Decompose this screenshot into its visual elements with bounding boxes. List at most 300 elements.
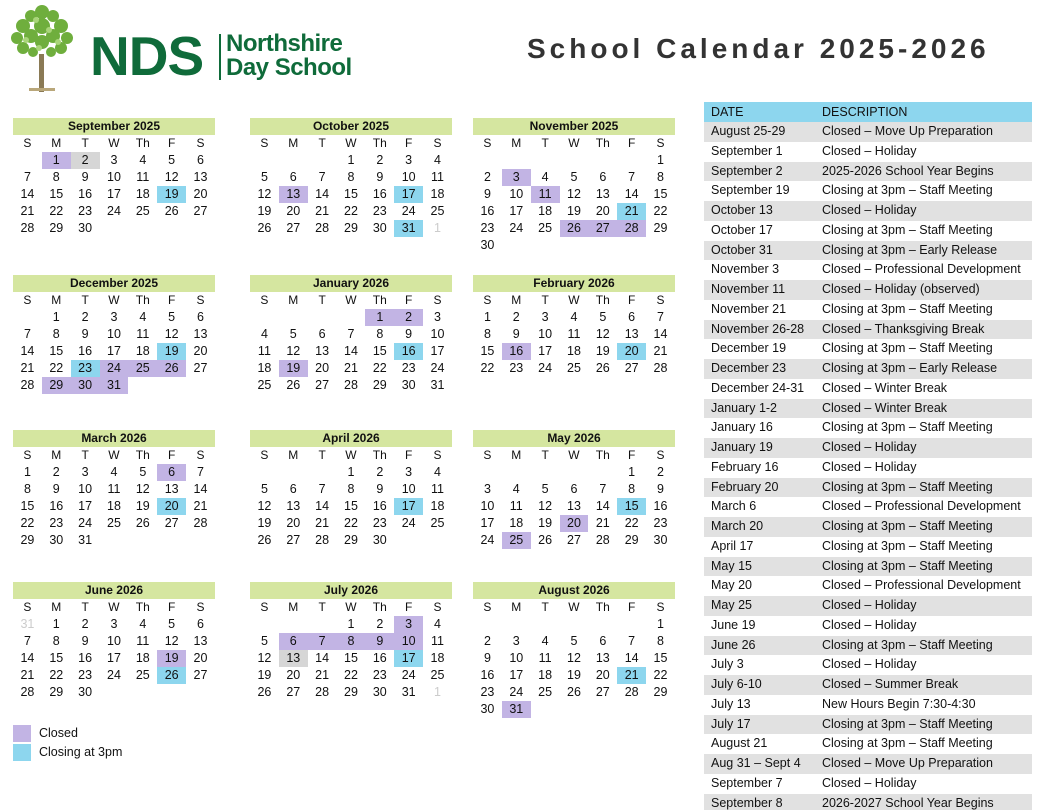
day-cell: 12 xyxy=(164,327,179,341)
day-cell: 29 xyxy=(20,533,35,547)
day-cell: 9 xyxy=(81,634,89,648)
day-cell xyxy=(502,237,531,254)
event-row xyxy=(704,438,1032,458)
weekday-label: W xyxy=(108,293,120,307)
day-cell: 27 xyxy=(286,685,301,699)
month-calendar xyxy=(13,582,215,701)
day-cell: 15 xyxy=(344,651,358,665)
weekday-label: Th xyxy=(135,293,150,307)
day-cell: 28 xyxy=(653,361,668,375)
day-cell: 24 xyxy=(100,360,129,377)
day-cell: 20 xyxy=(286,516,301,530)
day-cell: 1 xyxy=(23,465,31,479)
day-cell: 8 xyxy=(52,170,60,184)
day-cell: 17 xyxy=(107,651,121,665)
day-cell: 12 xyxy=(164,634,179,648)
weekday-label: S xyxy=(23,600,32,614)
week-row xyxy=(473,650,675,667)
day-cell: 25 xyxy=(538,221,553,235)
day-cell: 3 xyxy=(434,310,441,324)
weekday-label: Th xyxy=(595,136,610,150)
event-date: July 13 xyxy=(711,696,751,711)
month-title: December 2025 xyxy=(13,275,215,292)
week-row xyxy=(473,360,675,377)
day-cell: 31 xyxy=(502,701,531,718)
week-row xyxy=(13,360,215,377)
day-cell: 16 xyxy=(49,499,64,513)
month-title: July 2026 xyxy=(250,582,452,599)
event-row xyxy=(704,181,1032,201)
weekday-label: S xyxy=(483,293,492,307)
week-row xyxy=(13,464,215,481)
month-title: January 2026 xyxy=(250,275,452,292)
event-row xyxy=(704,478,1032,498)
day-cell: 30 xyxy=(372,685,387,699)
day-cell: 31 xyxy=(100,377,129,394)
day-cell: 7 xyxy=(23,327,31,341)
day-cell: 16 xyxy=(78,651,93,665)
day-cell: 11 xyxy=(430,170,444,184)
day-cell: 28 xyxy=(595,533,610,547)
day-cell: 10 xyxy=(394,633,423,650)
day-cell: 30 xyxy=(78,221,93,235)
event-description: Closing at 3pm – Staff Meeting xyxy=(822,183,993,198)
day-cell: 6 xyxy=(197,153,204,167)
day-cell: 7 xyxy=(599,482,607,496)
day-cell: 10 xyxy=(480,499,495,513)
day-cell: 6 xyxy=(197,310,204,324)
day-cell: 29 xyxy=(653,221,668,235)
day-cell xyxy=(13,152,42,169)
day-cell: 3 xyxy=(81,465,89,479)
day-cell: 31 xyxy=(20,617,35,631)
week-row xyxy=(250,309,452,326)
day-cell xyxy=(186,220,215,237)
day-cell: 25 xyxy=(430,668,445,682)
day-cell: 7 xyxy=(23,634,31,648)
event-description: Closed – Summer Break xyxy=(822,677,959,691)
week-row xyxy=(473,220,675,237)
weekday-label: M xyxy=(51,448,62,462)
day-cell: 8 xyxy=(483,327,491,341)
month-calendar xyxy=(250,582,452,701)
event-date: October 13 xyxy=(711,203,773,217)
day-cell: 21 xyxy=(20,204,35,218)
day-cell: 9 xyxy=(365,633,394,650)
school-name-line-1: Northshire xyxy=(226,30,343,57)
day-cell: 14 xyxy=(20,187,35,201)
weekday-label: F xyxy=(167,448,176,462)
day-cell: 2 xyxy=(376,617,384,631)
event-row xyxy=(704,300,1032,320)
day-cell xyxy=(531,152,560,169)
weekday-label: T xyxy=(318,293,326,307)
day-cell: 5 xyxy=(541,482,549,496)
weekday-label: Th xyxy=(595,448,610,462)
day-cell: 30 xyxy=(653,533,668,547)
day-cell: 17 xyxy=(509,204,524,218)
event-description: Closed – Holiday (observed) xyxy=(822,282,980,296)
day-cell: 2 xyxy=(71,152,100,169)
event-description: Closing at 3pm – Staff Meeting xyxy=(822,538,993,553)
week-row xyxy=(250,203,452,220)
day-cell: 17 xyxy=(78,499,93,513)
day-cell: 8 xyxy=(337,633,366,650)
day-cell: 1 xyxy=(628,465,636,479)
day-cell: 22 xyxy=(372,361,387,375)
week-row xyxy=(250,498,452,515)
day-cell: 17 xyxy=(107,187,121,201)
weekday-label: T xyxy=(81,293,89,307)
day-cell: 19 xyxy=(257,668,272,682)
day-cell: 12 xyxy=(164,170,179,184)
day-cell xyxy=(308,464,337,481)
day-cell: 4 xyxy=(260,327,268,341)
event-description: Closed – Move Up Preparation xyxy=(822,124,993,138)
weekday-label: S xyxy=(260,448,269,462)
day-cell: 17 xyxy=(394,650,423,667)
event-date: November 11 xyxy=(711,282,786,296)
day-cell: 13 xyxy=(193,634,208,648)
week-row xyxy=(250,633,452,650)
day-cell: 19 xyxy=(279,360,308,377)
weekday-label: F xyxy=(627,293,636,307)
weekday-label: S xyxy=(483,136,492,150)
day-cell: 3 xyxy=(110,153,118,167)
weekday-label: T xyxy=(541,448,549,462)
day-cell: 3 xyxy=(405,153,413,167)
day-cell: 22 xyxy=(49,668,64,682)
week-row xyxy=(473,169,675,186)
day-cell: 11 xyxy=(567,327,581,341)
day-cell: 10 xyxy=(107,327,121,341)
day-cell: 24 xyxy=(430,361,445,375)
day-cell xyxy=(186,532,215,549)
day-cell: 1 xyxy=(52,310,60,324)
event-row xyxy=(704,399,1032,419)
event-description: Closed – Winter Break xyxy=(822,380,948,395)
event-date: December 19 xyxy=(711,341,787,356)
day-cell: 11 xyxy=(136,327,150,341)
day-cell: 2 xyxy=(483,634,491,648)
event-description: Closed – Winter Break xyxy=(822,400,948,415)
day-cell xyxy=(250,152,279,169)
day-cell: 22 xyxy=(624,516,639,530)
weekday-row xyxy=(473,135,675,152)
day-cell: 19 xyxy=(567,204,581,218)
event-description: Closing at 3pm – Staff Meeting xyxy=(822,558,993,573)
weekday-row xyxy=(250,599,452,616)
day-cell: 5 xyxy=(570,170,578,184)
day-cell: 18 xyxy=(509,516,524,530)
day-cell xyxy=(308,309,337,326)
day-cell: 5 xyxy=(168,153,176,167)
weekday-label: M xyxy=(51,136,62,150)
week-row xyxy=(473,633,675,650)
month-calendar xyxy=(250,275,452,394)
event-description: Closed – Professional Development xyxy=(822,499,1021,514)
event-row xyxy=(704,734,1032,754)
event-description: Closing at 3pm – Staff Meeting xyxy=(822,479,993,494)
day-cell: 25 xyxy=(538,685,553,699)
day-cell: 16 xyxy=(502,343,531,360)
day-cell: 23 xyxy=(401,361,416,375)
event-row xyxy=(704,537,1032,557)
week-row xyxy=(473,343,675,360)
day-cell: 30 xyxy=(78,685,93,699)
day-cell: 9 xyxy=(52,482,60,496)
day-cell: 18 xyxy=(257,361,272,375)
weekday-label: Th xyxy=(595,293,610,307)
event-description: 2026-2027 School Year Begins xyxy=(822,795,994,810)
week-row xyxy=(250,377,452,394)
day-cell: 20 xyxy=(595,668,610,682)
day-cell: 24 xyxy=(107,668,121,682)
day-cell: 2 xyxy=(81,617,89,631)
weekday-row xyxy=(250,135,452,152)
weekday-label: M xyxy=(511,600,522,614)
week-row xyxy=(250,152,452,169)
week-row xyxy=(250,169,452,186)
day-cell: 25 xyxy=(430,204,445,218)
weekday-label: Th xyxy=(135,600,150,614)
month-title: November 2025 xyxy=(473,118,675,135)
day-cell: 7 xyxy=(197,465,204,479)
weekday-label: F xyxy=(404,136,413,150)
week-row xyxy=(473,616,675,633)
weekday-label: W xyxy=(345,293,357,307)
week-row xyxy=(250,532,452,549)
month-title: February 2026 xyxy=(473,275,675,292)
day-cell xyxy=(588,616,617,633)
event-row xyxy=(704,636,1032,656)
week-row xyxy=(13,481,215,498)
event-date: June 19 xyxy=(711,617,756,632)
day-cell: 13 xyxy=(624,327,639,341)
week-row xyxy=(250,186,452,203)
event-description: Closed – Holiday xyxy=(822,775,917,790)
day-cell xyxy=(128,532,157,549)
weekday-label: T xyxy=(318,136,326,150)
weekday-label: M xyxy=(51,293,62,307)
day-cell xyxy=(157,684,186,701)
day-cell: 12 xyxy=(135,482,150,496)
day-cell: 1 xyxy=(347,617,355,631)
day-cell: 3 xyxy=(483,482,491,496)
day-cell: 18 xyxy=(538,204,553,218)
day-cell: 14 xyxy=(20,651,35,665)
event-description: Closing at 3pm – Staff Meeting xyxy=(822,301,993,316)
event-date: November 26-28 xyxy=(711,321,805,336)
day-cell: 16 xyxy=(78,187,93,201)
weekday-label: T xyxy=(541,136,549,150)
day-cell: 4 xyxy=(434,153,441,167)
day-cell: 4 xyxy=(434,465,441,479)
month-title: August 2026 xyxy=(473,582,675,599)
day-cell: 23 xyxy=(653,516,668,530)
day-cell: 7 xyxy=(318,482,326,496)
day-cell: 5 xyxy=(260,170,268,184)
day-cell: 8 xyxy=(628,482,636,496)
month-title: June 2026 xyxy=(13,582,215,599)
day-cell: 17 xyxy=(480,516,495,530)
day-cell: 13 xyxy=(286,499,301,513)
day-cell: 26 xyxy=(135,516,150,530)
day-cell: 23 xyxy=(480,221,495,235)
event-date: November 21 xyxy=(711,301,787,316)
week-row xyxy=(13,220,215,237)
event-date: March 20 xyxy=(711,519,764,533)
weekday-label: W xyxy=(345,600,357,614)
weekday-label: S xyxy=(656,448,665,462)
day-cell xyxy=(617,616,646,633)
event-row xyxy=(704,320,1032,340)
events-table-header xyxy=(704,102,1032,122)
day-cell: 16 xyxy=(372,651,387,665)
event-date: August 21 xyxy=(711,736,768,751)
day-cell xyxy=(646,701,675,718)
day-cell: 19 xyxy=(538,516,553,530)
day-cell: 7 xyxy=(23,170,31,184)
week-row xyxy=(473,667,675,684)
day-cell: 14 xyxy=(315,651,330,665)
weekday-label: S xyxy=(23,448,32,462)
weekday-label: S xyxy=(196,293,205,307)
day-cell: 2 xyxy=(657,465,664,479)
event-row xyxy=(704,458,1032,478)
day-cell xyxy=(100,220,129,237)
weekday-label: S xyxy=(433,293,442,307)
weekday-label: M xyxy=(288,600,299,614)
day-cell xyxy=(560,464,589,481)
week-row xyxy=(13,684,215,701)
day-cell: 16 xyxy=(480,204,495,218)
week-row xyxy=(13,326,215,343)
day-cell xyxy=(560,152,589,169)
day-cell xyxy=(560,701,589,718)
day-cell xyxy=(128,220,157,237)
weekday-label: F xyxy=(627,136,636,150)
event-date: November 3 xyxy=(711,262,780,277)
day-cell: 14 xyxy=(20,344,35,358)
day-cell: 4 xyxy=(541,634,549,648)
event-date: February 16 xyxy=(711,459,779,474)
weekday-label: F xyxy=(167,136,176,150)
day-cell: 1 xyxy=(657,617,664,631)
week-row xyxy=(473,515,675,532)
day-cell: 26 xyxy=(257,221,272,235)
day-cell: 9 xyxy=(483,187,491,201)
day-cell: 7 xyxy=(657,310,664,324)
day-cell: 28 xyxy=(20,378,35,392)
day-cell: 23 xyxy=(372,668,387,682)
tree-logo-icon xyxy=(9,2,75,94)
week-row xyxy=(13,186,215,203)
weekday-label: W xyxy=(108,600,120,614)
day-cell: 2 xyxy=(483,170,491,184)
day-cell: 14 xyxy=(315,187,330,201)
day-cell: 26 xyxy=(257,685,272,699)
event-date: December 24-31 xyxy=(711,380,805,395)
day-cell xyxy=(531,701,560,718)
day-cell: 8 xyxy=(657,170,664,184)
event-description: Closing at 3pm – Early Release xyxy=(822,242,998,257)
event-description: Closed – Holiday xyxy=(822,459,917,474)
event-row xyxy=(704,695,1032,715)
event-description: Closing at 3pm – Staff Meeting xyxy=(822,341,993,356)
weekday-label: S xyxy=(260,136,269,150)
day-cell: 22 xyxy=(344,668,358,682)
day-cell: 3 xyxy=(502,169,531,186)
weekday-label: S xyxy=(260,600,269,614)
day-cell: 21 xyxy=(595,516,610,530)
day-cell xyxy=(279,464,308,481)
day-cell: 27 xyxy=(193,204,208,218)
weekday-row xyxy=(473,292,675,309)
weekday-label: F xyxy=(167,293,176,307)
day-cell: 25 xyxy=(257,378,272,392)
day-cell: 9 xyxy=(376,170,384,184)
day-cell: 24 xyxy=(78,516,93,530)
week-row xyxy=(250,515,452,532)
day-cell: 5 xyxy=(570,634,578,648)
day-cell: 18 xyxy=(430,651,445,665)
event-date: May 15 xyxy=(711,558,752,573)
day-cell: 27 xyxy=(286,221,301,235)
day-cell: 11 xyxy=(136,170,150,184)
weekday-label: S xyxy=(23,293,32,307)
week-row xyxy=(473,701,675,718)
weekday-label: M xyxy=(511,136,522,150)
day-cell: 23 xyxy=(78,668,93,682)
day-cell: 13 xyxy=(193,170,208,184)
day-cell: 15 xyxy=(480,344,495,358)
day-cell: 3 xyxy=(541,310,549,324)
day-cell: 14 xyxy=(624,651,639,665)
event-row xyxy=(704,497,1032,517)
day-cell: 29 xyxy=(653,685,668,699)
event-date: July 6-10 xyxy=(711,677,762,691)
day-cell: 21 xyxy=(617,667,646,684)
day-cell: 28 xyxy=(193,516,208,530)
day-cell: 24 xyxy=(401,204,416,218)
event-row xyxy=(704,162,1032,182)
day-cell: 24 xyxy=(509,685,524,699)
day-cell xyxy=(531,464,560,481)
day-cell xyxy=(560,616,589,633)
week-row xyxy=(473,481,675,498)
day-cell: 13 xyxy=(595,651,610,665)
weekday-label: Th xyxy=(372,136,387,150)
day-cell: 30 xyxy=(401,378,416,392)
event-row xyxy=(704,774,1032,794)
day-cell: 31 xyxy=(430,378,445,392)
day-cell: 24 xyxy=(401,516,416,530)
weekday-label: W xyxy=(108,448,120,462)
day-cell: 3 xyxy=(110,617,118,631)
day-cell: 1 xyxy=(42,152,71,169)
day-cell: 22 xyxy=(344,204,358,218)
day-cell: 20 xyxy=(193,187,208,201)
day-cell: 25 xyxy=(430,516,445,530)
day-cell: 13 xyxy=(567,499,581,513)
weekday-row xyxy=(13,292,215,309)
weekday-label: F xyxy=(627,448,636,462)
event-date: Aug 31 – Sept 4 xyxy=(711,756,801,770)
week-row xyxy=(473,498,675,515)
day-cell: 3 xyxy=(394,616,423,633)
event-row xyxy=(704,576,1032,596)
